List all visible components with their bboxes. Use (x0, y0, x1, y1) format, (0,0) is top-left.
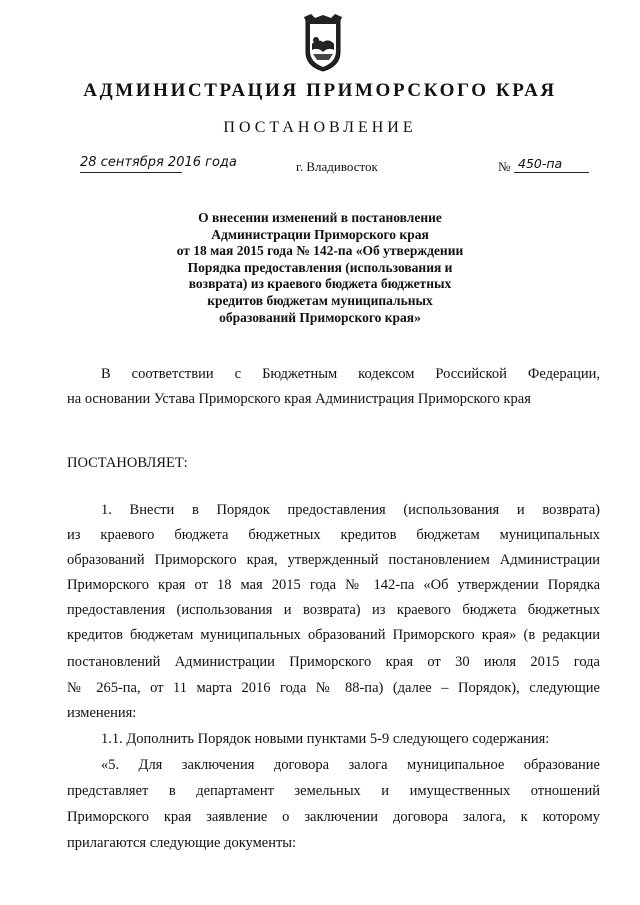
organization-name: АДМИНИСТРАЦИЯ ПРИМОРСКОГО КРАЯ (83, 80, 557, 101)
paragraph-line: № 265-па, от 11 марта 2016 года № 88-па) (далее – Порядок), следующие (67, 680, 600, 696)
paragraph-line: образований Приморского края, утвержденный постановлением Администрации (67, 552, 600, 568)
paragraph-line: Приморского края заявление о заключении договора залога, к которому (67, 809, 600, 825)
document-type: ПОСТАНОВЛЕНИЕ (223, 119, 417, 136)
title-line: кредитов бюджетам муниципальных (207, 292, 433, 308)
preamble-line: В соответствии с Бюджетным кодексом Российской Федерации, (101, 366, 600, 382)
paragraph-line: 1.1. Дополнить Порядок новыми пунктами 5-9 следующего содержания: (101, 731, 550, 747)
document-number: 450-па (518, 156, 563, 171)
paragraph-line: Приморского края от 18 мая 2015 года № 142-па «Об утверждении Порядка (67, 577, 600, 593)
document-date: 28 сентября 2016 года (80, 155, 237, 170)
paragraph-line: кредитов бюджетам муниципальных образований Приморского края» (в редакции (67, 627, 600, 643)
paragraph-line: предоставления (использования и возврата) из краевого бюджета бюджетных (67, 602, 600, 618)
title-line: возврата) из краевого бюджета бюджетных (188, 276, 452, 292)
date-underline (80, 172, 182, 173)
title-line: Порядка предоставления (использования и (187, 259, 453, 275)
document-city: г. Владивосток (296, 159, 378, 174)
number-prefix: № (498, 159, 511, 174)
preamble-line: на основании Устава Приморского края Администрация Приморского края (67, 391, 531, 407)
paragraph-line: изменения: (67, 705, 137, 721)
paragraph-line: прилагаются следующие документы: (67, 835, 297, 851)
title-line: образований Приморского края» (219, 309, 421, 325)
title-line: Администрации Приморского края (211, 226, 429, 242)
paragraph-line: из краевого бюджета бюджетных кредитов бюджетам муниципальных (67, 527, 600, 543)
resolves-heading: ПОСТАНОВЛЯЕТ: (67, 455, 188, 471)
title-line: О внесении изменений в постановление (198, 210, 442, 225)
number-underline (514, 172, 589, 173)
paragraph-line: «5. Для заключения договора залога муниципальное образование (101, 757, 600, 773)
paragraph-line: представляет в департамент земельных и имущественных отношений (67, 783, 600, 799)
coat-of-arms-icon (303, 14, 343, 72)
paragraph-line: постановлений Администрации Приморского края от 30 июля 2015 года (67, 654, 600, 670)
paragraph-line: 1. Внести в Порядок предоставления (использования и возврата) (101, 502, 600, 518)
title-line: от 18 мая 2015 года № 142-па «Об утверждении (176, 243, 464, 259)
document-title (120, 210, 520, 326)
